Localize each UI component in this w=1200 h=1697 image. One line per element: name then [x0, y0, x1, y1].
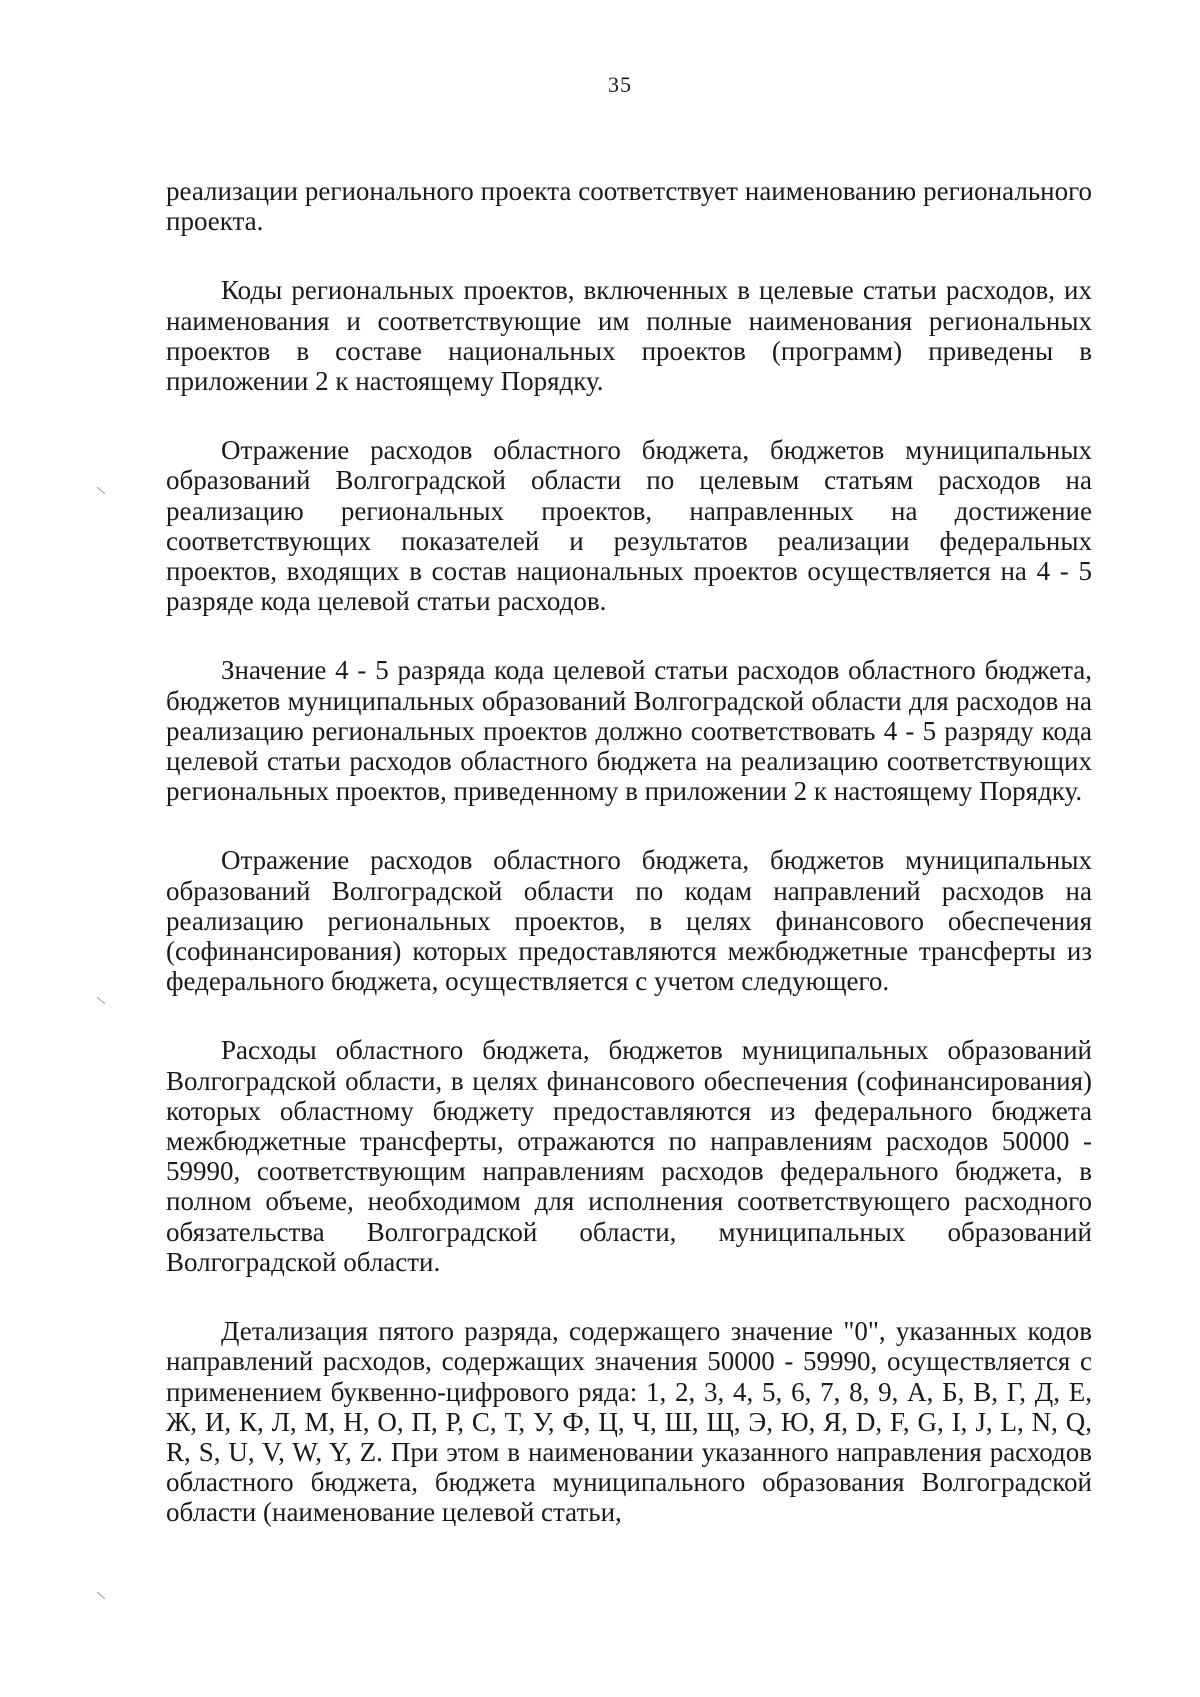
paragraph-detailing: Детализация пятого разряда, содержащего значение "0", указанных кодов направлений расходов, содержащих значения 50000 - 59990, осуществляется с применением буквенно-цифрового ряда: 1, 2, 3, 4, 5, 6, 7, 8, 9, А, Б, В, Г, Д, Е, Ж, И, К, Л, М, Н, О, П, Р, С, Т, У, Ф, Ц, Ч, Ш, Щ, Э, Ю, Я, D, F, G, I, J, L, N, Q, R, S, U, V, W, Y, Z. При этом в наименовании указанного направления расходов областного бюджета, бюджета муниципального образования Волгоградской области (наименование целевой статьи,: [166, 1316, 1092, 1528]
paragraph-project-codes: Коды региональных проектов, включенных в целевые статьи расходов, их наименования и соответствующие им полные наименования региональных проектов в составе национальных проектов (программ) приведены в приложении 2 к настоящему Порядку.: [166, 275, 1092, 397]
paragraph-continuation: реализации регионального проекта соответствует наименованию регионального проекта.: [166, 176, 1092, 237]
scan-artifact-mark: [97, 487, 105, 494]
document-body: [166, 176, 1092, 1528]
paragraph-expenses: Расходы областного бюджета, бюджетов муниципальных образований Волгоградской области, в целях финансового обеспечения (софинансирования) которых областному бюджету предоставляются из федерального бюджета межбюджетные трансферты, отражаются по направлениям расходов 50000 - 59990, соответствующим направлениям расходов федерального бюджета, в полном объеме, необходимом для исполнения соответствующего расходного обязательства Волгоградской области, муниципальных образований Волгоградской области.: [166, 1035, 1092, 1277]
scan-artifact-mark: [97, 997, 105, 1004]
paragraph-target-articles: Отражение расходов областного бюджета, бюджетов муниципальных образований Волгоградской области по целевым статьям расходов на реализацию региональных проектов, направленных на достижение соответствующих показателей и результатов реализации федеральных проектов, входящих в состав национальных проектов осуществляется на 4 - 5 разряде кода целевой статьи расходов.: [166, 435, 1092, 617]
paragraph-code-digits: Значение 4 - 5 разряда кода целевой статьи расходов областного бюджета, бюджетов муниципальных образований Волгоградской области для расходов на реализацию региональных проектов должно соответствовать 4 - 5 разряду кода целевой статьи расходов областного бюджета на реализацию соответствующих региональных проектов, приведенному в приложении 2 к настоящему Порядку.: [166, 655, 1092, 807]
paragraph-direction-codes: Отражение расходов областного бюджета, бюджетов муниципальных образований Волгоградской области по кодам направлений расходов на реализацию региональных проектов, в целях финансового обеспечения (софинансирования) которых предоставляются межбюджетные трансферты из федерального бюджета, осуществляется с учетом следующего.: [166, 845, 1092, 997]
scan-artifact-mark: [97, 1592, 105, 1599]
page-number: 35: [608, 72, 632, 97]
